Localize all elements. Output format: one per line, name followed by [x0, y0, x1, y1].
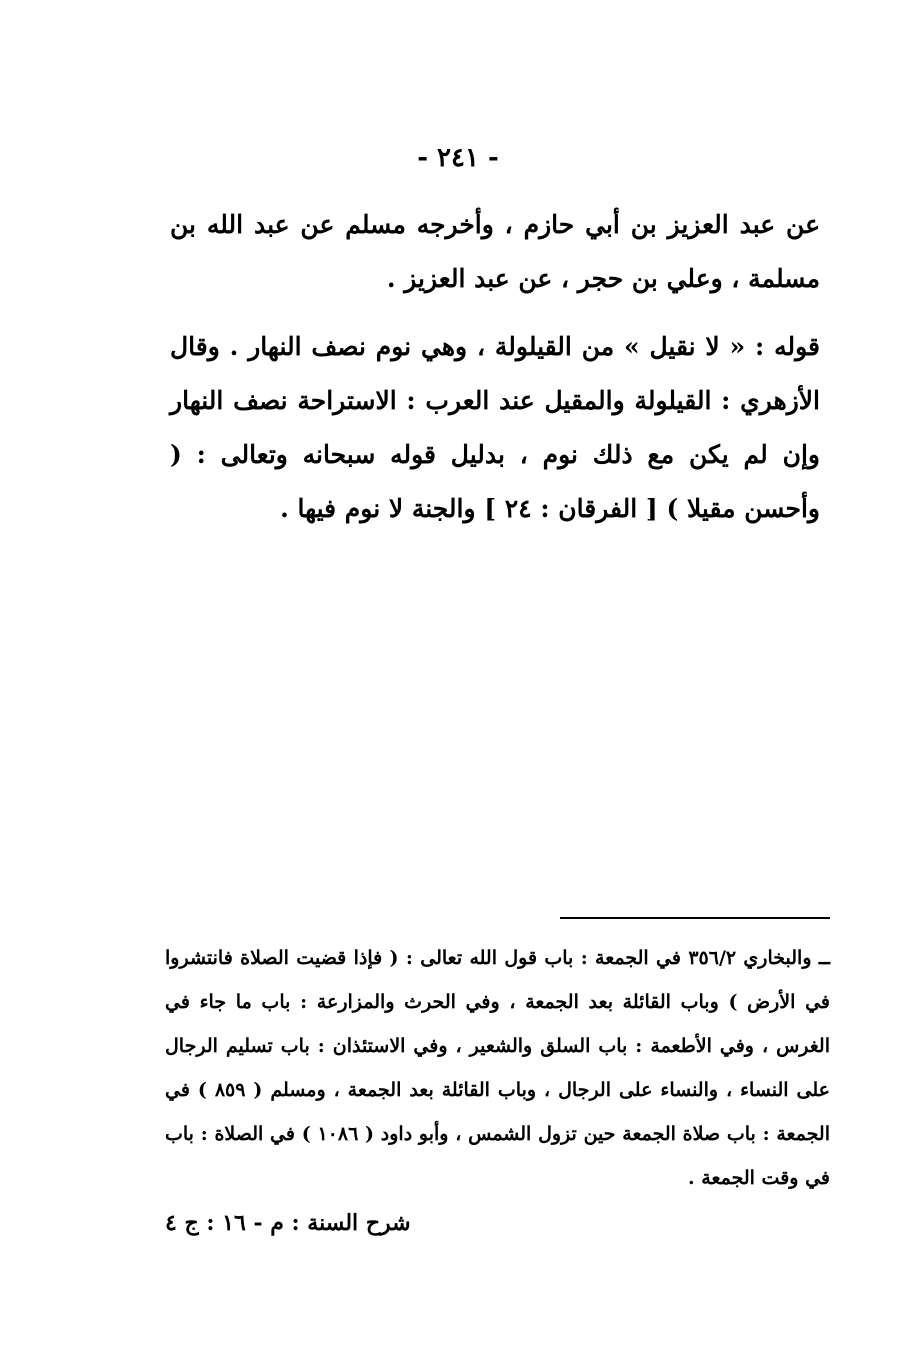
- footnote: [165, 936, 830, 1200]
- page-signature: شرح السنة : م - ١٦ : ج ٤: [165, 1210, 411, 1236]
- main-text: [170, 198, 820, 536]
- footnote-divider: [560, 917, 830, 919]
- page-number: - ٢٤١ -: [417, 143, 499, 173]
- footnote-text: ــ والبخاري ٣٥٦/٢ في الجمعة : باب قول الله تعالى : ( فإذا قضيت الصلاة فانتشروا في الأرض ) وباب القائلة بعد الجمعة ، وفي الحرث والمزارعة : باب ما جاء في الغرس ، وفي الأطعمة : باب السلق والشعير ، وفي الاستئذان : باب تسليم الرجال على النساء ، والنساء على الرجال ، وباب القائلة بعد الجمعة ، ومسلم ( ٨٥٩ ) في الجمعة : باب صلاة الجمعة حين تزول الشمس ، وأبو داود ( ١٠٨٦ ) في الصلاة : باب في وقت الجمعة .: [165, 947, 831, 1189]
- paragraph: قوله : « لا نقيل » من القيلولة ، وهي نوم نصف النهار . وقال الأزهري : القيلولة والمقيل عند العرب : الاستراحة نصف النهار وإن لم يكن مع ذلك نوم ، بدليل قوله سبحانه وتعالى : ( وأحسن مقيلا ) [ الفرقان : ٢٤ ] والجنة لا نوم فيها .: [170, 332, 820, 523]
- paragraph: عن عبد العزيز بن أبي حازم ، وأخرجه مسلم عن عبد الله بن مسلمة ، وعلي بن حجر ، عن عبد العزيز .: [170, 210, 820, 293]
